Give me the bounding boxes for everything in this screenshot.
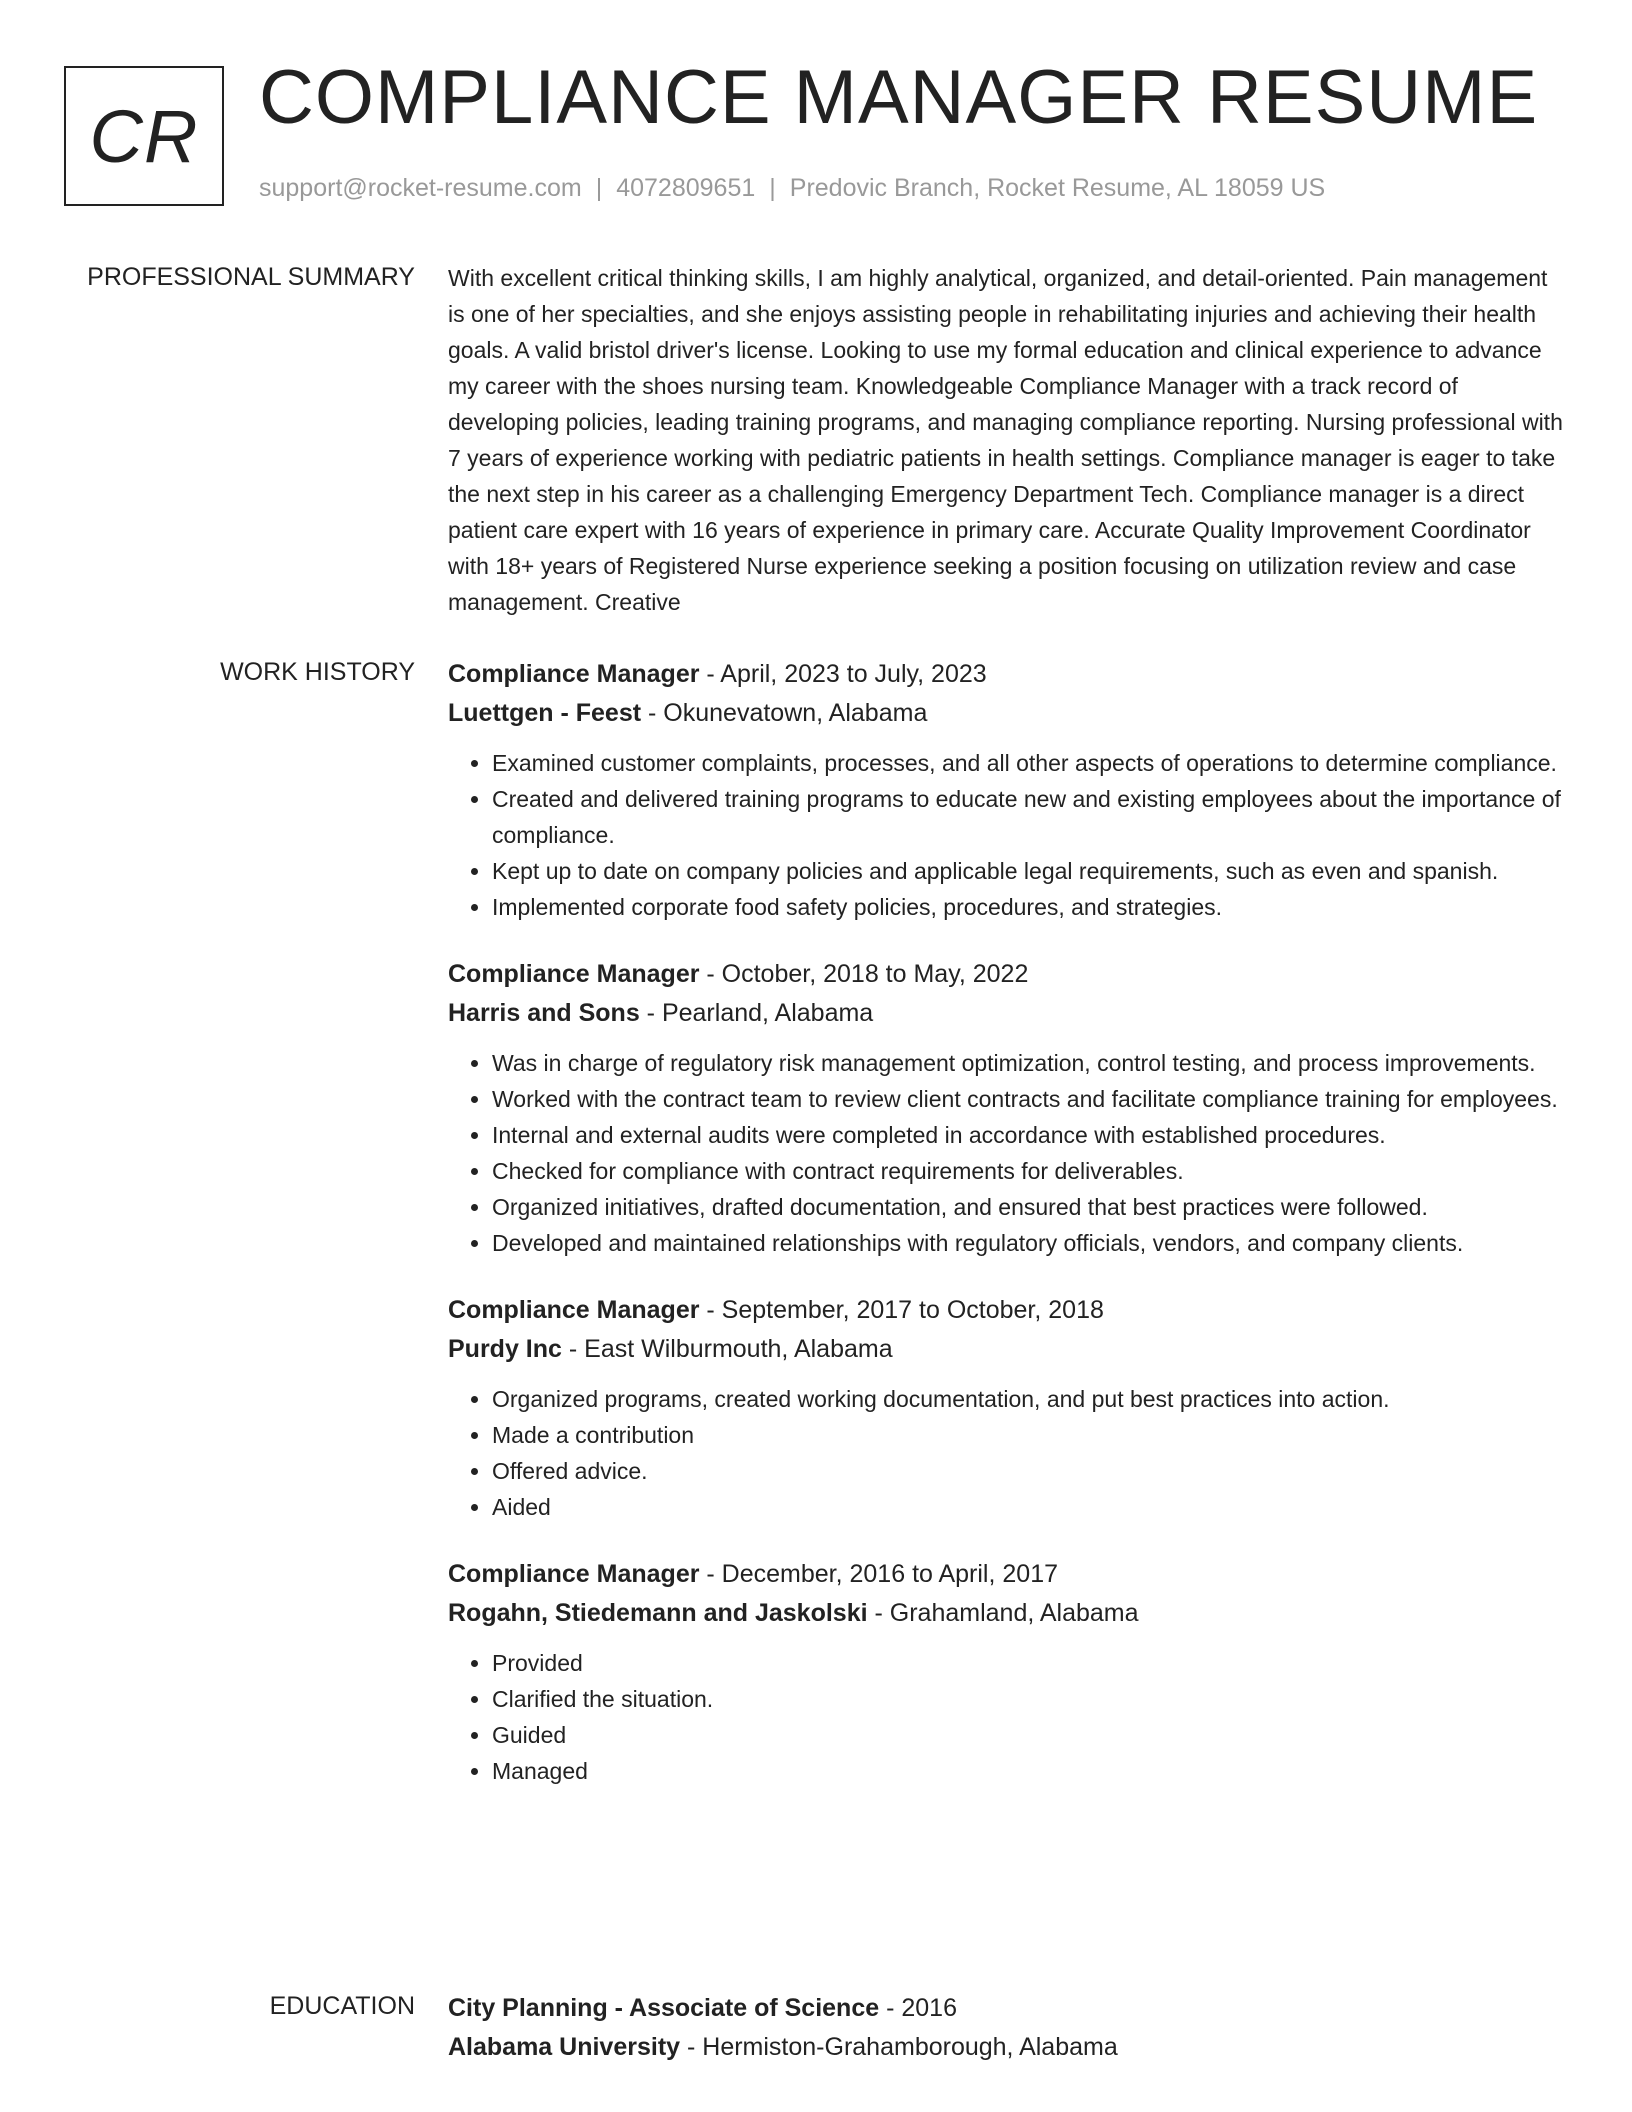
job-bullet: • Managed [492,1753,1566,1789]
job-bullet: • Provided [492,1645,1566,1681]
education-degree-line [448,1989,1566,2028]
job-bullet: • Aided [492,1489,1566,1525]
education-body [448,1989,1566,2097]
job-entry [448,1555,1566,1789]
job-bullets [448,1045,1566,1261]
job-dates: - December, 2016 to April, 2017 [699,1560,1058,1588]
job-bullet: • Guided [492,1717,1566,1753]
work-history-body [448,655,1566,1819]
contact-phone[interactable]: 4072809651 [616,174,756,202]
job-company: Rogahn, Stiedemann and Jaskolski [448,1599,868,1627]
job-title: Compliance Manager [448,960,700,988]
job-title: Compliance Manager [448,660,700,688]
job-company-line [448,1594,1566,1633]
summary-text: With excellent critical thinking skills, I am highly analytical, organized, and detail-oriented. Pain management is one of her specialties, and she enjoys assisting people in rehabilitating injuries and achieving their health goals. A valid bristol driver's license. Looking to use my formal education and clinical experience to advance my career with the shoes nursing team. Knowledgeable Compliance Manager with a track record of developing policies, leading training programs, and managing compliance reporting. Nursing professional with 7 years of experience working with pediatric patients in health settings. Compliance manager is eager to take the next step in his career as a challenging Emergency Department Tech. Compliance manager is a direct patient care expert with 16 years of experience in primary care. Accurate Quality Improvement Coordinator with 18+ years of Registered Nurse experience seeking a position focusing on utilization review and case management. Creative [448,265,1563,615]
job-title-line [448,1291,1566,1330]
job-title-line [448,1555,1566,1594]
job-dates: - September, 2017 to October, 2018 [699,1296,1104,1324]
contact-email[interactable]: support@rocket-resume.com [259,174,582,202]
job-location: - Okunevatown, Alabama [641,699,928,727]
education-location: - Hermiston-Grahamborough, Alabama [680,2033,1118,2061]
section-label-education: EDUCATION [269,1992,415,2020]
job-bullet: • Organized initiatives, drafted documentation, and ensured that best practices were followed. [492,1189,1566,1225]
job-entry [448,655,1566,925]
job-company-line [448,694,1566,733]
monogram-box [64,66,224,206]
summary-body [448,260,1566,620]
job-bullet: • Kept up to date on company policies and applicable legal requirements, such as even and spanish. [492,853,1566,889]
contact-separator: | [769,174,776,202]
job-company: Luettgen - Feest [448,699,642,727]
job-company: Purdy Inc [448,1335,562,1363]
job-title-line [448,655,1566,694]
job-bullet: • Was in charge of regulatory risk management optimization, control testing, and process improvements. [492,1045,1566,1081]
job-title: Compliance Manager [448,1560,700,1588]
job-bullet: • Checked for compliance with contract requirements for deliverables. [492,1153,1566,1189]
job-dates: - April, 2023 to July, 2023 [699,660,987,688]
job-bullet: • Clarified the situation. [492,1681,1566,1717]
job-bullet: • Created and delivered training programs to educate new and existing employees about the importance of compliance. [492,781,1566,853]
education-year: - 2016 [879,1994,957,2022]
contact-separator: | [595,174,603,202]
education-entry [448,1989,1566,2067]
job-bullet: • Worked with the contract team to review client contracts and facilitate compliance training for employees. [492,1081,1566,1117]
job-bullet: • Examined customer complaints, processes, and all other aspects of operations to determine compliance. [492,745,1566,781]
contact-line [259,174,1325,203]
education-degree: City Planning - Associate of Science [448,1994,880,2022]
job-bullet: • Organized programs, created working documentation, and put best practices into action. [492,1381,1566,1417]
education-school: Alabama University [448,2033,681,2061]
resume-title: COMPLIANCE MANAGER RESUME [259,55,1539,140]
job-bullet: • Implemented corporate food safety policies, procedures, and strategies. [492,889,1566,925]
job-dates: - October, 2018 to May, 2022 [699,960,1029,988]
job-title: Compliance Manager [448,1296,700,1324]
job-company-line [448,1330,1566,1369]
job-bullet: • Offered advice. [492,1453,1566,1489]
job-bullet: • Internal and external audits were completed in accordance with established procedures. [492,1117,1566,1153]
job-bullets [448,1381,1566,1525]
job-title-line [448,955,1566,994]
job-bullets [448,745,1566,925]
job-company: Harris and Sons [448,999,640,1027]
job-location: - Pearland, Alabama [639,999,874,1027]
monogram-initials: CR [89,94,199,178]
job-location: - East Wilburmouth, Alabama [561,1335,893,1363]
job-location: - Grahamland, Alabama [867,1599,1139,1627]
job-company-line [448,994,1566,1033]
job-bullet: • Developed and maintained relationships with regulatory officials, vendors, and company clients. [492,1225,1566,1261]
section-label-summary: PROFESSIONAL SUMMARY [87,263,415,291]
job-entry [448,1291,1566,1525]
job-entry [448,955,1566,1261]
job-bullet: • Made a contribution [492,1417,1566,1453]
job-bullets [448,1645,1566,1789]
contact-address: Predovic Branch, Rocket Resume, AL 18059 US [789,174,1326,202]
education-school-line [448,2028,1566,2067]
section-label-work-history: WORK HISTORY [220,658,415,686]
